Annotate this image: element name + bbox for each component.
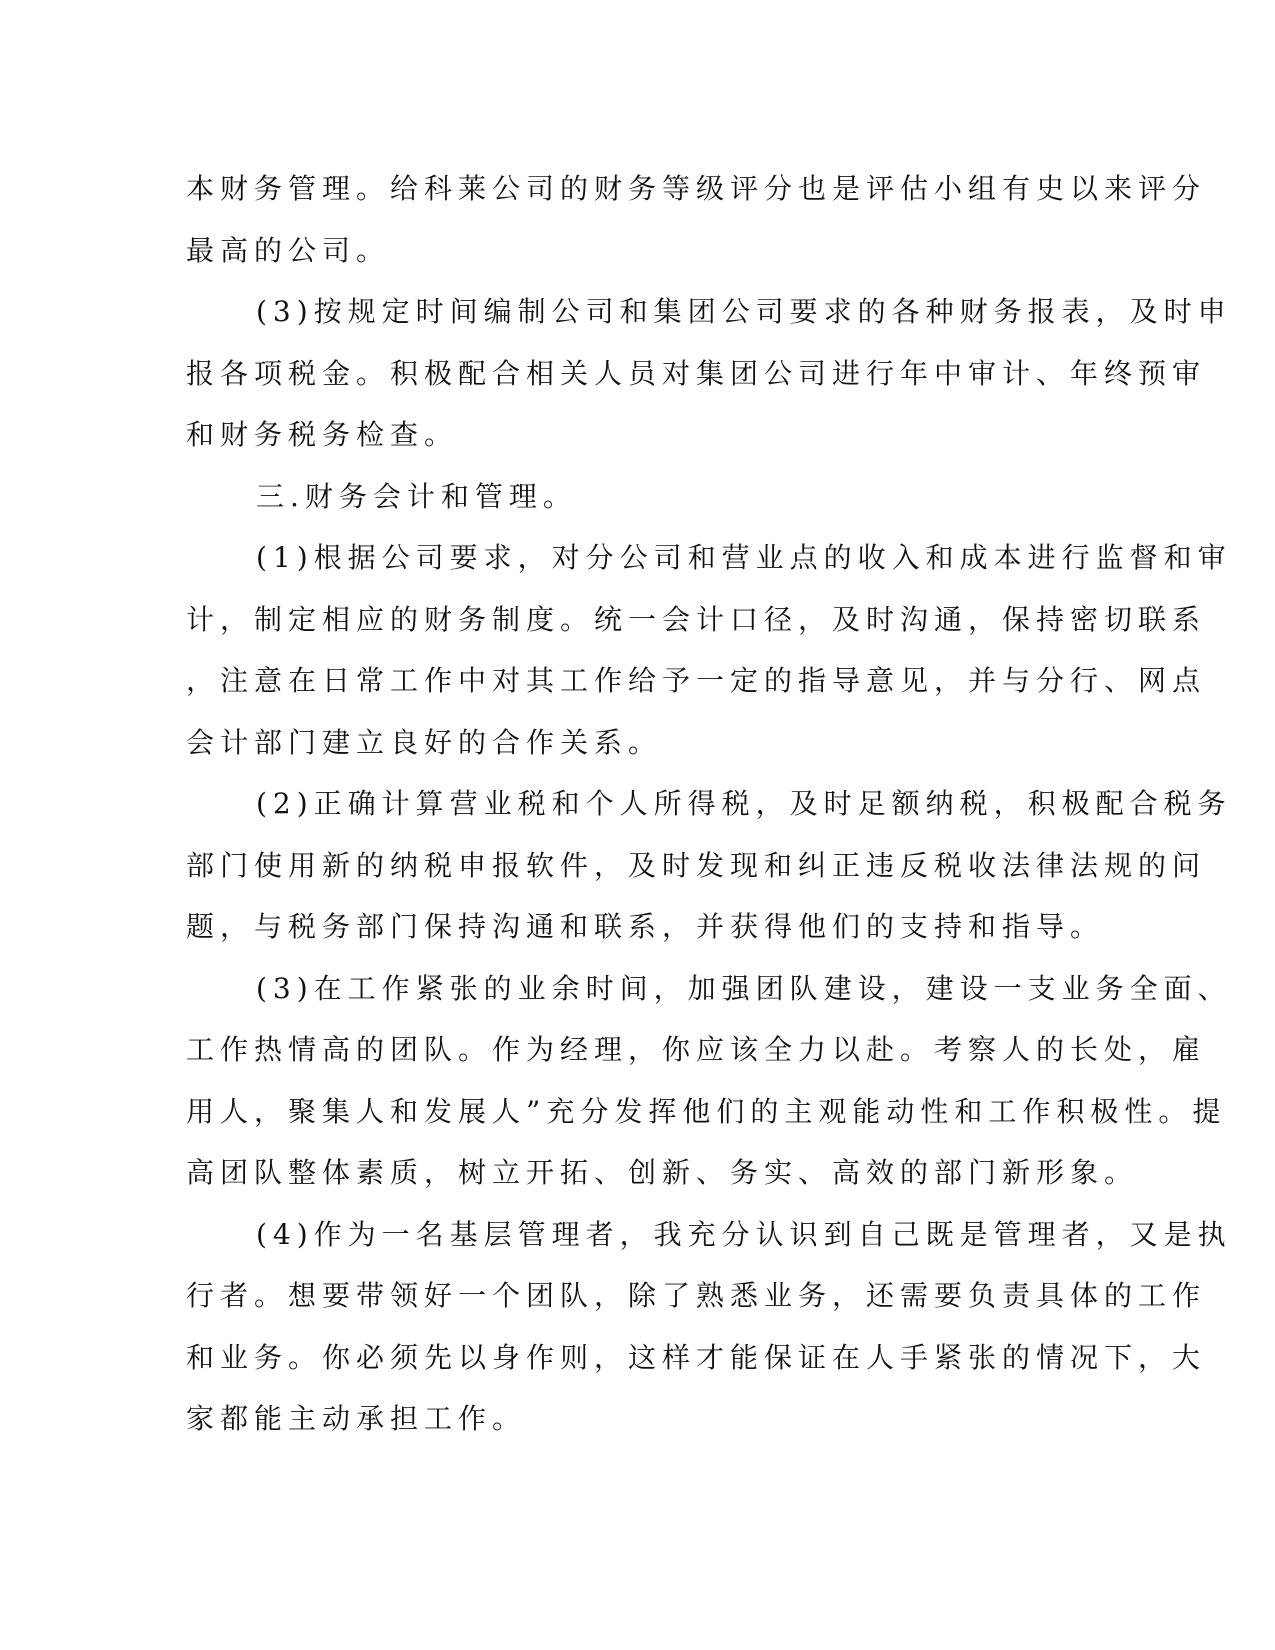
text-line: 部门使用新的纳税申报软件，及时发现和纠正违反税收法律法规的问	[186, 848, 1207, 882]
text-line: 报各项税金。积极配合相关人员对集团公司进行年中审计、年终预审	[186, 356, 1207, 390]
text-line: (4)作为一名基层管理者，我充分认识到自己既是管理者，又是执	[256, 1217, 1232, 1251]
text-line: 计，制定相应的财务制度。统一会计口径，及时沟通，保持密切联系	[186, 602, 1207, 636]
text-line: 题，与税务部门保持沟通和联系，并获得他们的支持和指导。	[186, 910, 1105, 943]
text-line: (3)按规定时间编制公司和集团公司要求的各种财务报表，及时申	[256, 295, 1232, 328]
text-line: (3)在工作紧张的业余时间，加强团队建设，建设一支业务全面、	[256, 971, 1232, 1005]
text-line: 和财务税务检查。	[186, 418, 459, 451]
text-line: 工作热情高的团队。作为经理，你应该全力以赴。考察人的长处，雇	[186, 1033, 1207, 1066]
text-line: 会计部门建立良好的合作关系。	[186, 725, 663, 759]
text-line: 和业务。你必须先以身作则，这样才能保证在人手紧张的情况下，大	[186, 1340, 1207, 1374]
text-line: 高团队整体素质，树立开拓、创新、务实、高效的部门新形象。	[186, 1156, 1139, 1189]
section-heading: 三.财务会计和管理。	[256, 479, 577, 513]
text-line: 行者。想要带领好一个团队，除了熟悉业务，还需要负责具体的工作	[186, 1279, 1207, 1312]
text-line: (1)根据公司要求，对分公司和营业点的收入和成本进行监督和审	[256, 541, 1232, 574]
text-line: 用人，聚集人和发展人”充分发挥他们的主观能动性和工作积极性。提	[186, 1094, 1227, 1128]
body-text	[186, 158, 1232, 1450]
text-line: (2)正确计算营业税和个人所得税，及时足额纳税，积极配合税务	[256, 787, 1232, 820]
text-line: 最高的公司。	[186, 233, 391, 267]
text-line: ，注意在日常工作中对其工作给予一定的指导意见，并与分行、网点	[186, 664, 1207, 697]
text-line: 本财务管理。给科莱公司的财务等级评分也是评估小组有史以来评分	[186, 172, 1207, 205]
text-line: 家都能主动承担工作。	[186, 1402, 527, 1435]
